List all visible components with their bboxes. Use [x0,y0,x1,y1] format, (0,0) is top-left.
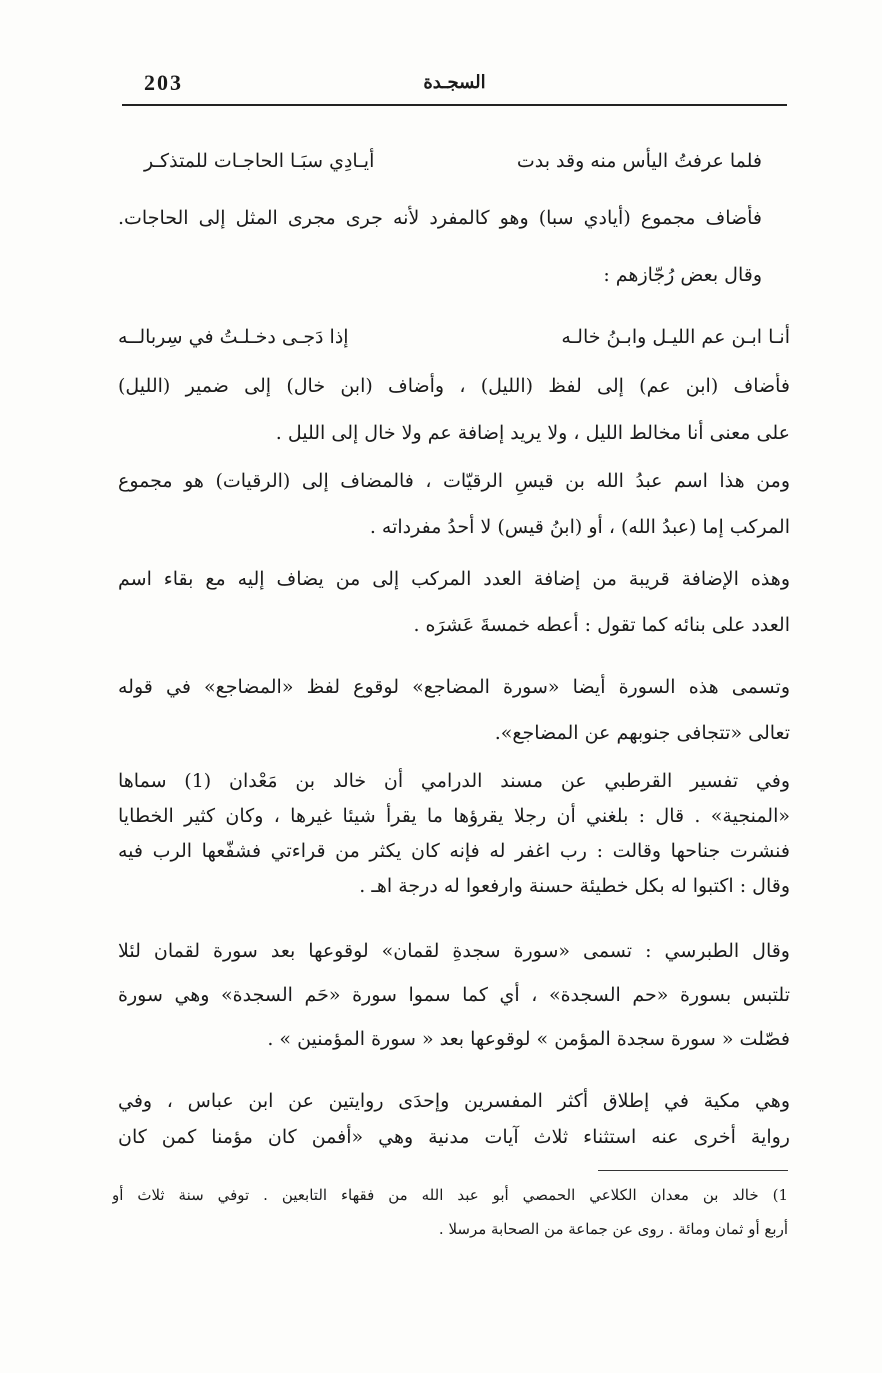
text-line: وتسمى هذه السورة أيضا «سورة المضاجع» لوقوع لفظ «المضاجع» في قوله [118,676,790,698]
text-line: وقال الطبرسي : تسمى «سورة سجدةِ لقمان» لوقوعها بعد سورة لقمان لئلا [118,940,790,962]
text-line: وقال بعض رُجّازهم : [603,264,762,286]
page-header [122,68,787,106]
paragraph [118,1088,790,1150]
text-line: فأضاف مجموع (أيادي سبا) وهو كالمفرد لأنه جرى مجرى المثل إلى الحاجات. [118,207,762,229]
text-line: فنشرت جناحها وقالت : رب اغفر له فإنه كان يكثر من قراءتي فشفّعها الرب فيه [118,840,790,862]
footnotes [112,1184,788,1240]
paragraph [118,205,762,288]
text-line: «المنجية» . قال : بلغني أن رجلا يقرؤها ما يقرأ شيئا غيرها ، وكان كثير الخطايا [118,805,790,827]
verse-line [144,148,762,174]
footnote-line: 1) خالد بن معدان الكلاعي الحمصي أبو عبد الله من فقهاء التابعين . توفي سنة ثلاث أو [112,1186,788,1204]
text-line: وهذه الإضافة قريبة من إضافة العدد المركب إلى من يضاف إليه مع بقاء اسم [118,568,790,590]
paragraph [118,468,790,540]
text-line: رواية أخرى عنه استثناء ثلاث آيات مدنية وهي «أفمن كان مؤمنا كمن كان [118,1126,790,1148]
text-line: تلتبس بسورة «حم السجدة» ، أي كما سموا سورة «حَم السجدة» وهي سورة [118,984,790,1006]
paragraph [118,674,790,746]
verse-line [118,324,790,350]
text-line: العدد على بنائه كما تقول : أعطه خمسةَ عَشرَه . [413,614,790,636]
text-line: على معنى أنا مخالط الليل ، ولا يريد إضافة عم ولا خال إلى الليل . [275,422,790,444]
verse-hemistich-left: أيـادِي سبَـا الحاجـات للمتذكـر [144,150,375,172]
footnote-divider [598,1170,788,1171]
text-line: وفي تفسير القرطبي عن مسند الدرامي أن خالد بن مَعْدان (1) سماها [118,770,790,792]
text-line: وقال : اكتبوا له بكل خطيئة حسنة وارفعوا له درجة اهـ . [359,875,790,897]
text-line: فأضاف (ابن عم) إلى لفظ (الليل) ، وأضاف (ابن خال) إلى ضمير (الليل) [118,375,790,397]
paragraph [118,373,790,446]
text-line: ومن هذا اسم عبدُ الله بن قيسِ الرقيّات ، فالمضاف إلى (الرقيات) هو مجموع [118,470,790,492]
footnote-line: أربع أو ثمان ومائة . روى عن جماعة من الصحابة مرسلا . [438,1220,788,1238]
verse-hemistich-right: فلما عرفتُ اليأس منه وقد بدت [516,150,762,172]
verse-hemistich-left: إذا دَجـى دخـلـتُ في سِربالــه [118,326,349,348]
text-line: وهي مكية في إطلاق أكثر المفسرين وإحدَى روايتين عن ابن عباس ، وفي [118,1090,790,1112]
page-number: 203 [144,70,183,95]
paragraph [118,768,790,899]
text-line: فصّلت « سورة سجدة المؤمن » لوقوعها بعد « سورة المؤمنين » . [267,1028,790,1050]
paragraph [118,566,790,638]
verse-hemistich-right: أنـا ابـن عم الليـل وابـنُ خالـه [561,326,790,348]
text-line: المركب إما (عبدُ الله) ، أو (ابنُ قيس) لا أحدُ مفرداته . [369,516,790,538]
paragraph [118,938,790,1052]
running-title: السجـدة [423,72,486,93]
text-line: تعالى «تتجافى جنوبهم عن المضاجع». [494,722,790,744]
